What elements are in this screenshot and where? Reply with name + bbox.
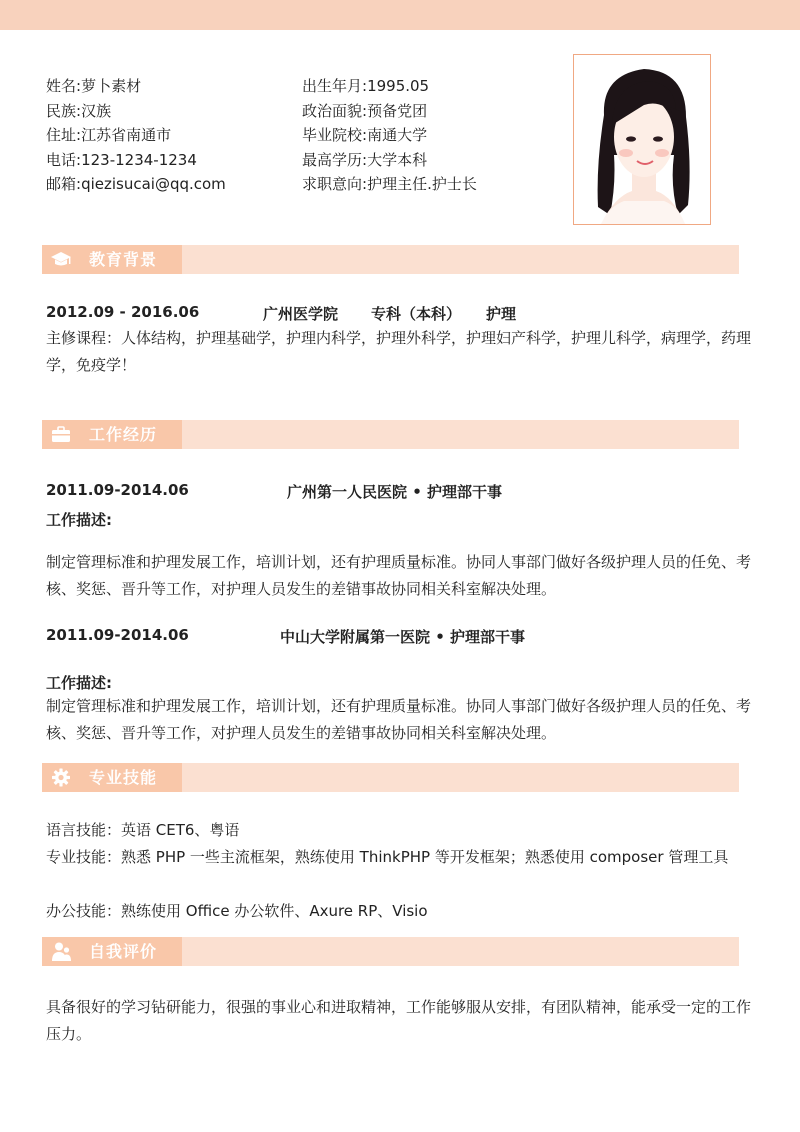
personal-info-left [46,74,226,197]
info-value: 江苏省南通市 [81,126,172,144]
self-evaluation: 具备很好的学习钻研能力，很强的事业心和进取精神，工作能够服从安排，有团队精神，能承受一定的工作压力。 [46,998,752,1043]
info-label: 电话: [46,150,82,169]
info-school [302,123,477,148]
top-decor-band [0,0,800,30]
info-value: 萝卜素材 [81,77,142,95]
portrait-illustration [574,55,711,225]
section-title: 教育背景 [89,250,158,269]
info-value: 预备党团 [367,101,428,120]
work-1-desc: 制定管理标准和护理发展工作，培训计划，还有护理质量标准。协同人事部门做好各级护理人员的任免、考核、奖惩、晋升等工作，对护理人员发生的差错事故协同相关科室解决处理。 [46,553,752,598]
info-label: 最高学历: [302,150,368,169]
work-1-org: 广州第一人民医院 • 护理部干事 [287,483,503,501]
work-2-desc-label: 工作描述: [46,674,112,692]
info-label: 住址: [46,126,82,144]
section-title: 专业技能 [89,768,158,787]
work-2-org: 中山大学附属第一医院 • 护理部干事 [280,628,526,646]
info-value: 大学本科 [367,150,428,169]
skill-language: 语言技能：英语 CET6、粤语 [46,821,240,839]
work-2-desc: 制定管理标准和护理发展工作，培训计划，还有护理质量标准。协同人事部门做好各级护理人员的任免、考核、奖惩、晋升等工作，对护理人员发生的差错事故协同相关科室解决处理。 [46,697,752,742]
info-value: 南通大学 [367,126,428,144]
info-value: 1995.05 [367,77,430,95]
info-label: 政治面貌: [302,101,368,120]
info-value: 汉族 [81,101,112,120]
info-label: 邮箱: [46,175,82,193]
info-value: 护理主任.护士长 [367,175,477,193]
education-school: 广州医学院 [263,305,339,323]
education-period: 2012.09 - 2016.06 [46,303,200,321]
info-degree [302,148,477,173]
section-header-work [42,420,739,449]
profile-photo [573,54,711,225]
info-birth [302,74,477,99]
section-title: 工作经历 [89,425,158,444]
work-2-period: 2011.09-2014.06 [46,626,189,644]
people-icon [50,941,72,962]
gear-icon [50,767,72,788]
info-ethnicity [46,99,226,124]
info-label: 毕业院校: [302,126,368,144]
personal-info-right [302,74,477,197]
info-value: qiezisucai@qq.com [81,175,226,193]
info-name [46,74,226,99]
section-header-skills [42,763,739,792]
info-political [302,99,477,124]
info-address [46,123,226,148]
info-email [46,172,226,197]
education-level: 专科（本科） [371,305,462,323]
work-1-period: 2011.09-2014.06 [46,481,189,499]
skill-office: 办公技能：熟练使用 Office 办公软件、Axure RP、Visio [46,902,428,920]
info-phone [46,148,226,173]
info-label: 姓名: [46,77,82,95]
info-label: 民族: [46,101,82,120]
graduation-cap-icon [50,249,72,270]
info-value: 123-1234-1234 [81,150,197,169]
education-courses: 主修课程：人体结构，护理基础学，护理内科学，护理外科学，护理妇产科学，护理儿科学，病理学，药理学，免疫学！ [46,329,752,374]
info-objective [302,172,477,197]
info-label: 出生年月: [302,77,368,95]
education-major: 护理 [486,305,517,323]
section-header-self [42,937,739,966]
section-header-education [42,245,739,274]
info-label: 求职意向: [302,175,368,193]
skill-professional: 专业技能：熟悉 PHP 一些主流框架，熟练使用 ThinkPHP 等开发框架；熟悉使用 composer 管理工具 [46,848,729,866]
briefcase-icon [50,424,72,445]
section-title: 自我评价 [89,942,158,961]
work-1-desc-label: 工作描述: [46,511,112,529]
